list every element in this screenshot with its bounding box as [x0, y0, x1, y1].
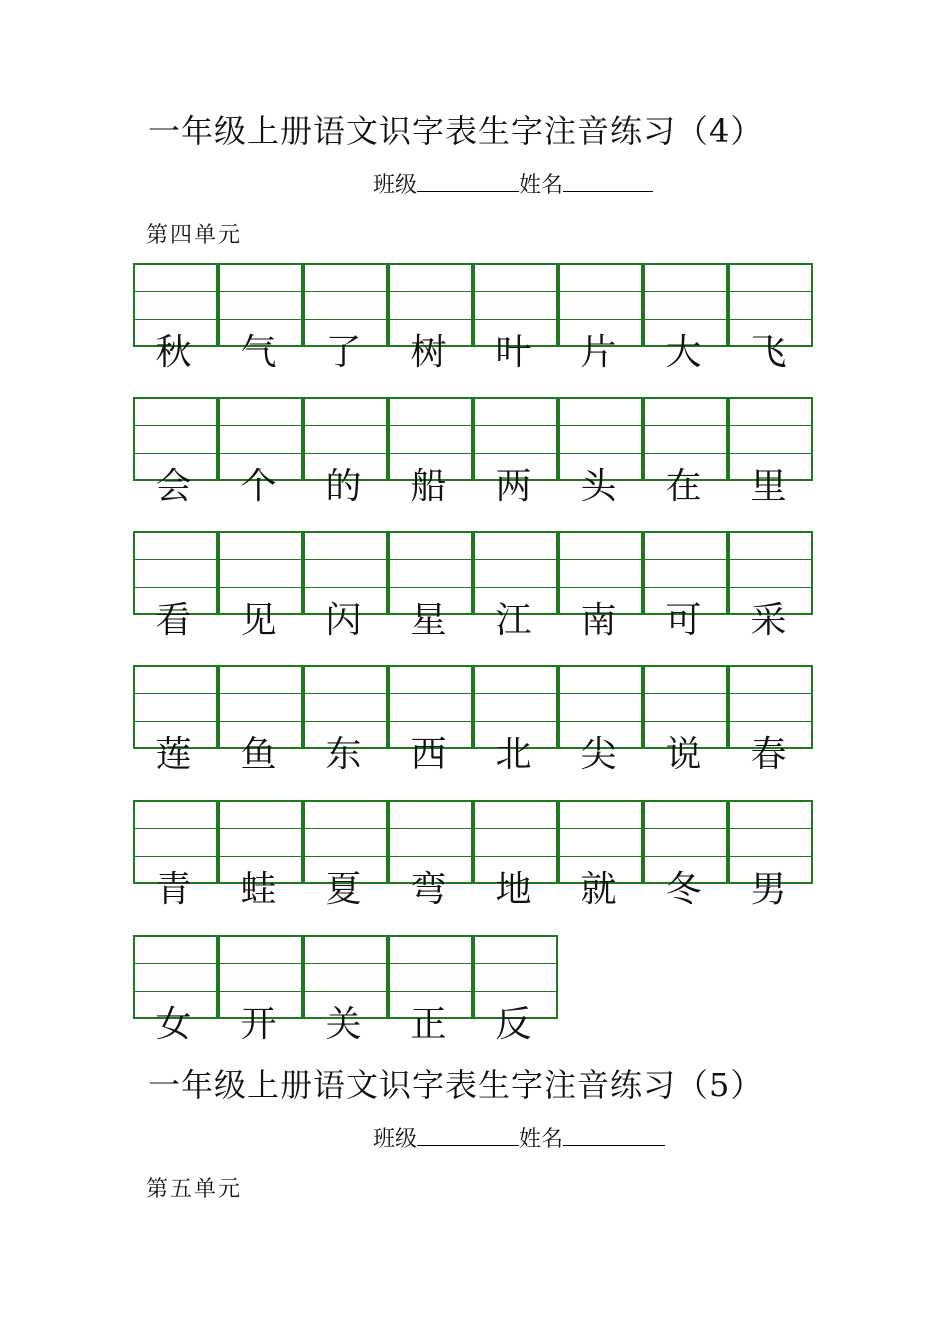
hanzi-character: 说 — [665, 734, 702, 775]
unit-label: 第五单元 — [146, 1177, 243, 1202]
hanzi-character: 气 — [240, 332, 277, 373]
hanzi-character: 正 — [410, 1004, 447, 1045]
hanzi-character: 两 — [495, 466, 532, 507]
hanzi-character: 看 — [155, 600, 192, 641]
hanzi-character: 北 — [495, 734, 532, 775]
hanzi-character: 女 — [155, 1004, 192, 1045]
hanzi-character: 会 — [155, 466, 192, 507]
hanzi-character: 头 — [580, 466, 617, 507]
name-blank[interactable] — [563, 173, 653, 192]
hanzi-character: 地 — [495, 869, 532, 910]
hanzi-character: 冬 — [665, 869, 702, 910]
hanzi-character: 夏 — [325, 869, 362, 910]
hanzi-character: 见 — [240, 600, 277, 641]
hanzi-character: 船 — [410, 466, 447, 507]
hanzi-character: 莲 — [155, 734, 192, 775]
hanzi-character: 个 — [240, 466, 277, 507]
hanzi-character: 闪 — [325, 600, 362, 641]
hanzi-character: 西 — [410, 734, 447, 775]
hanzi-character: 在 — [665, 466, 702, 507]
hanzi-character: 秋 — [155, 332, 192, 373]
name-label: 姓名 — [519, 173, 564, 198]
student-info — [373, 1122, 665, 1153]
name-label: 姓名 — [519, 1127, 564, 1152]
class-label: 班级 — [373, 173, 418, 198]
class-label: 班级 — [373, 1127, 418, 1152]
class-blank[interactable] — [417, 173, 519, 192]
hanzi-character: 南 — [580, 600, 617, 641]
grid-row — [133, 397, 815, 507]
hanzi-character: 青 — [155, 869, 192, 910]
student-info — [373, 168, 653, 199]
hanzi-character: 树 — [410, 332, 447, 373]
hanzi-character: 采 — [750, 600, 787, 641]
hanzi-character: 鱼 — [240, 734, 277, 775]
hanzi-character: 开 — [240, 1004, 277, 1045]
name-blank[interactable] — [563, 1127, 665, 1146]
hanzi-character: 尖 — [580, 734, 617, 775]
grid-row — [133, 263, 815, 373]
grid-row — [133, 665, 815, 775]
hanzi-character: 就 — [580, 869, 617, 910]
hanzi-character: 大 — [665, 332, 702, 373]
hanzi-character: 飞 — [750, 332, 787, 373]
hanzi-character: 江 — [495, 600, 532, 641]
grid-row — [133, 935, 560, 1045]
grid-row — [133, 800, 815, 910]
unit-label: 第四单元 — [146, 223, 243, 248]
hanzi-character: 星 — [410, 600, 447, 641]
hanzi-character: 的 — [325, 466, 362, 507]
worksheet-title: 一年级上册语文识字表生字注音练习（4） — [148, 112, 764, 150]
hanzi-character: 可 — [665, 600, 702, 641]
hanzi-character: 蛙 — [240, 869, 277, 910]
hanzi-character: 了 — [325, 332, 362, 373]
hanzi-character: 春 — [750, 734, 787, 775]
grid-row — [133, 531, 815, 641]
hanzi-character: 反 — [495, 1004, 532, 1045]
hanzi-character: 弯 — [410, 869, 447, 910]
hanzi-character: 叶 — [495, 332, 532, 373]
class-blank[interactable] — [417, 1127, 519, 1146]
worksheet-title: 一年级上册语文识字表生字注音练习（5） — [148, 1066, 764, 1104]
hanzi-character: 里 — [750, 466, 787, 507]
hanzi-character: 片 — [580, 332, 617, 373]
hanzi-character: 关 — [325, 1004, 362, 1045]
hanzi-character: 东 — [325, 734, 362, 775]
hanzi-character: 男 — [750, 869, 787, 910]
